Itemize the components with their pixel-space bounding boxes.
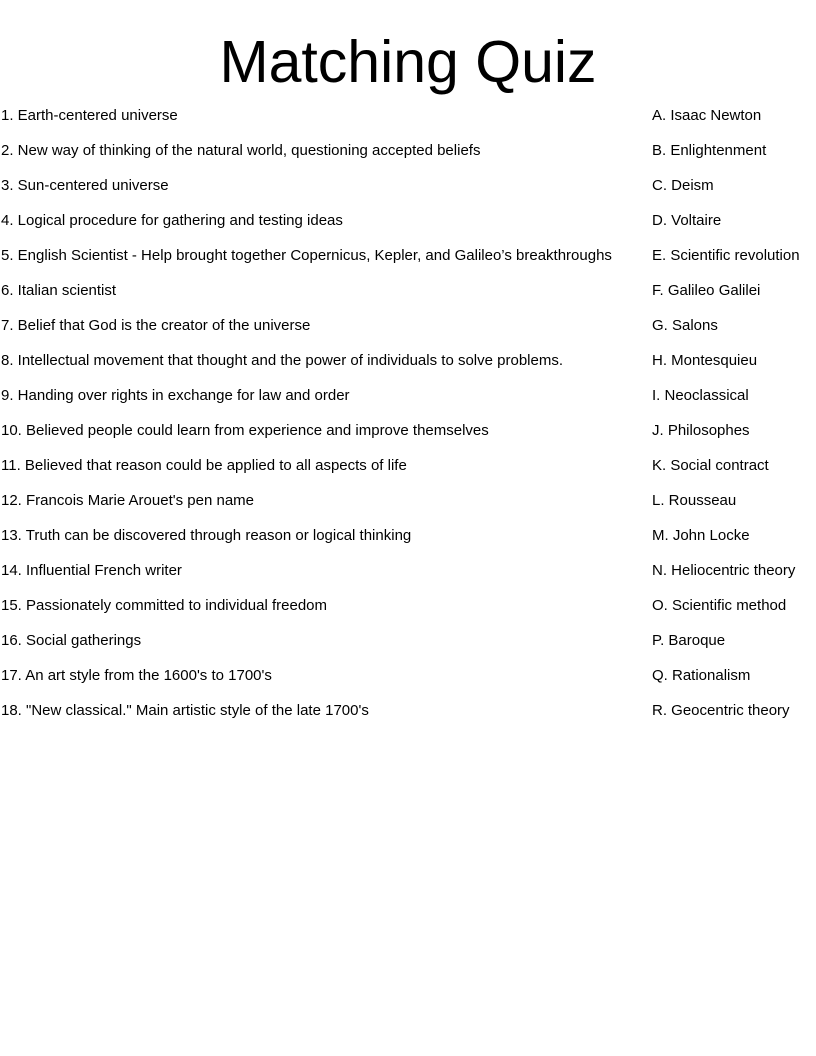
question-text: 11. Believed that reason could be applied to all aspects of life	[1, 457, 407, 474]
answer-text: R. Geocentric theory	[652, 702, 790, 719]
answer-text: H. Montesquieu	[652, 352, 758, 369]
answer-text: K. Social contract	[652, 457, 769, 474]
matching-row	[0, 174, 816, 197]
matching-row	[0, 699, 816, 722]
matching-row	[0, 629, 816, 652]
matching-row	[0, 489, 816, 512]
answer-text: M. John Locke	[652, 527, 750, 544]
answer-text: I. Neoclassical	[652, 387, 749, 404]
question-text: 5. English Scientist - Help brought together Copernicus, Kepler, and Galileo’s breakthroughs	[1, 247, 612, 264]
question-text: 9. Handing over rights in exchange for law and order	[1, 387, 350, 404]
question-text: 4. Logical procedure for gathering and testing ideas	[1, 212, 343, 229]
matching-row	[0, 279, 816, 302]
question-text: 7. Belief that God is the creator of the universe	[1, 317, 311, 334]
matching-row	[0, 314, 816, 337]
question-text: 17. An art style from the 1600's to 1700's	[1, 667, 272, 684]
matching-list	[0, 104, 816, 722]
matching-row	[0, 349, 816, 372]
question-text: 13. Truth can be discovered through reason or logical thinking	[1, 527, 412, 544]
matching-row	[0, 524, 816, 547]
question-text: 1. Earth-centered universe	[1, 107, 178, 124]
answer-text: P. Baroque	[652, 632, 726, 649]
matching-row	[0, 419, 816, 442]
question-text: 18. "New classical." Main artistic style of the late 1700's	[1, 702, 369, 719]
matching-row	[0, 104, 816, 127]
matching-row	[0, 594, 816, 617]
question-text: 2. New way of thinking of the natural world, questioning accepted beliefs	[1, 142, 481, 159]
matching-row	[0, 384, 816, 407]
answer-text: G. Salons	[652, 317, 718, 334]
question-text: 6. Italian scientist	[1, 282, 117, 299]
answer-text: C. Deism	[652, 177, 714, 194]
page-title: Matching Quiz	[219, 29, 597, 95]
answer-text: B. Enlightenment	[652, 142, 767, 159]
matching-row	[0, 664, 816, 687]
answer-text: D. Voltaire	[652, 212, 722, 229]
answer-text: F. Galileo Galilei	[652, 282, 761, 299]
matching-row	[0, 244, 816, 267]
answer-text: O. Scientific method	[652, 597, 787, 614]
question-text: 15. Passionately committed to individual freedom	[1, 597, 328, 614]
matching-row	[0, 454, 816, 477]
answer-text: A. Isaac Newton	[652, 107, 762, 124]
matching-row	[0, 559, 816, 582]
question-text: 16. Social gatherings	[1, 632, 142, 649]
question-text: 3. Sun-centered universe	[1, 177, 169, 194]
question-text: 8. Intellectual movement that thought and the power of individuals to solve problems.	[1, 352, 563, 369]
matching-row	[0, 139, 816, 162]
question-text: 14. Influential French writer	[1, 562, 182, 579]
answer-text: N. Heliocentric theory	[652, 562, 796, 579]
answer-text: E. Scientific revolution	[652, 247, 800, 264]
answer-text: Q. Rationalism	[652, 667, 751, 684]
answer-text: J. Philosophes	[652, 422, 750, 439]
answer-text: L. Rousseau	[652, 492, 737, 509]
question-text: 10. Believed people could learn from experience and improve themselves	[1, 422, 489, 439]
matching-row	[0, 209, 816, 232]
question-text: 12. Francois Marie Arouet's pen name	[1, 492, 254, 509]
